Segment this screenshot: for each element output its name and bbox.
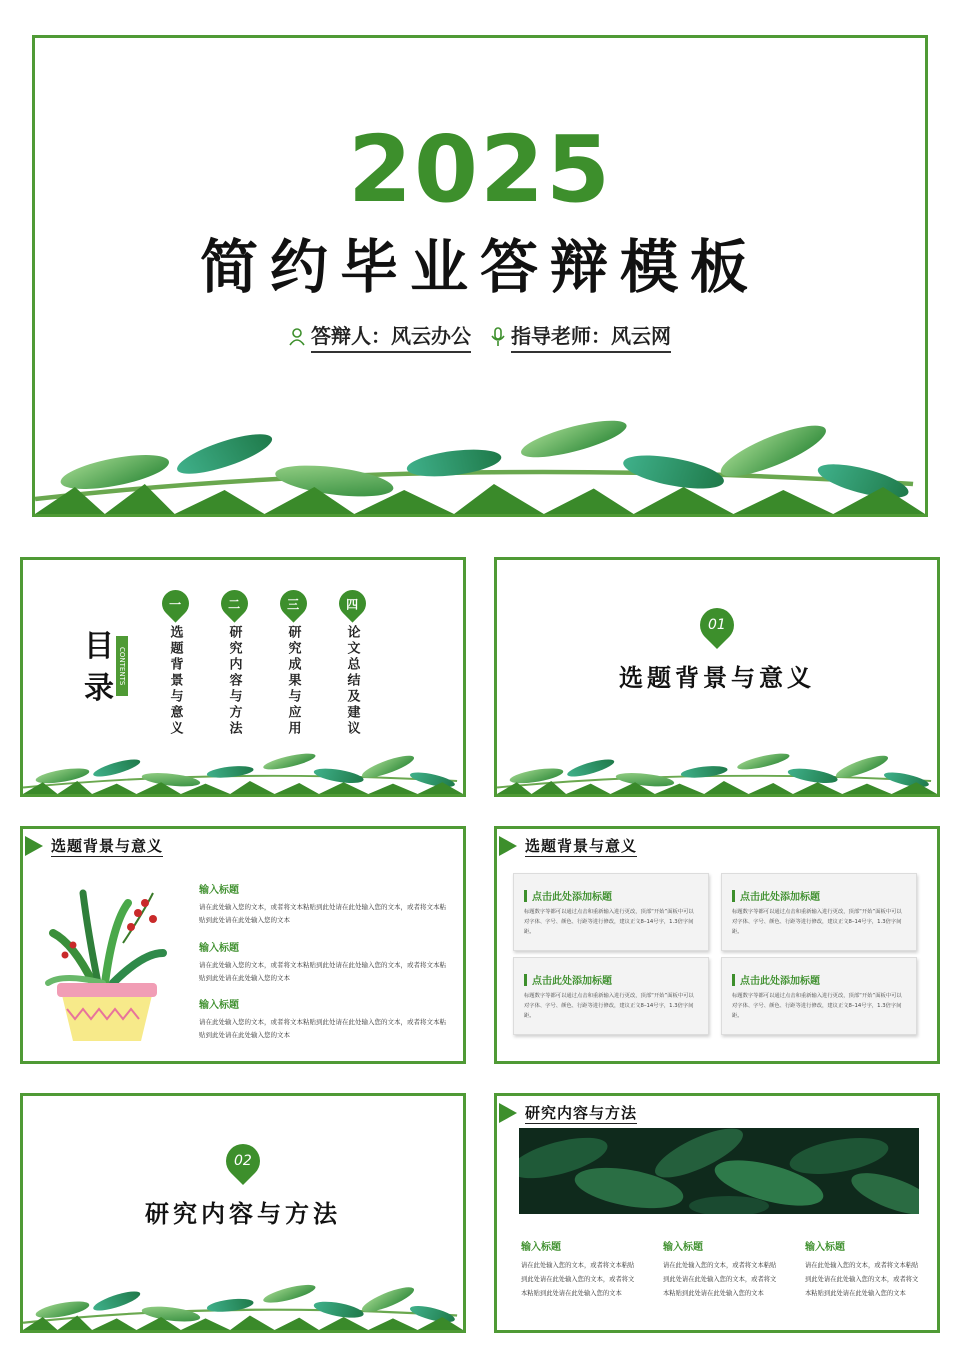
advisor-item	[491, 320, 671, 353]
card-text: 标题数字等都可以通过点击和重新输入进行更改，顶部“开始”面板中可以对字体、字号、颜色、行距等进行修改，建议正文8–14号字，1.3倍字间距。	[732, 993, 902, 1019]
section1-slide[interactable]	[494, 557, 940, 797]
text-column-body: 请在此处输入您的文本，或者将文本粘贴到此处请在此处输入您的文本，或者将文本粘贴到此处请在此处输入您的文本	[805, 1262, 919, 1297]
presenter-item	[289, 320, 471, 353]
cover-year: 2025	[347, 116, 613, 223]
accent-bar	[524, 974, 527, 986]
card-text: 标题数字等都可以通过点击和重新输入进行更改，顶部“开始”面板中可以对字体、字号、颜色、行距等进行修改，建议正文8–14号字，1.3倍字间距。	[524, 909, 694, 935]
info-card[interactable]	[721, 873, 917, 951]
slide-header	[497, 835, 637, 857]
text-block	[199, 939, 449, 985]
card-text: 标题数字等都可以通过点击和重新输入进行更改，顶部“开始”面板中可以对字体、字号、颜色、行距等进行修改，建议正文8–14号字，1.3倍字间距。	[732, 909, 902, 935]
toc-item-label: 论文总结及建议	[344, 625, 360, 737]
toc-en-label: CONTENTS	[116, 636, 128, 696]
toc-item-label: 选题背景与意义	[167, 625, 183, 737]
leaves-decoration	[23, 742, 463, 794]
toc-item[interactable]	[219, 590, 249, 737]
number-pin: 一	[156, 584, 194, 622]
background-slide-1[interactable]	[20, 826, 466, 1064]
number-pin: 三	[274, 584, 312, 622]
text-column	[805, 1238, 921, 1301]
background-slide-2[interactable]	[494, 826, 940, 1064]
card-title: 点击此处添加标题	[532, 892, 612, 903]
leaves-decoration	[497, 742, 937, 794]
leaves-photo	[519, 1128, 919, 1214]
section-number-pin: 02	[219, 1137, 267, 1185]
cover-title: 简约毕业答辩模板	[199, 233, 760, 301]
slide-header	[497, 1102, 637, 1124]
text-block-title: 输入标题	[199, 885, 239, 896]
triangle-icon	[499, 836, 517, 856]
cover-slide[interactable]	[32, 35, 928, 517]
card-text: 标题数字等都可以通过点击和重新输入进行更改，顶部“开始”面板中可以对字体、字号、颜色、行距等进行修改，建议正文8–14号字，1.3倍字间距。	[524, 993, 694, 1019]
text-block-body: 请在此处输入您的文本，或者将文本粘贴到此处请在此处输入您的文本，或者将文本粘贴到此处请在此处输入您的文本	[199, 961, 446, 982]
section2-slide[interactable]	[20, 1093, 466, 1333]
toc-title: 目录	[84, 629, 114, 706]
text-block-title: 输入标题	[199, 1000, 239, 1011]
text-column-body: 请在此处输入您的文本，或者将文本粘贴到此处请在此处输入您的文本，或者将文本粘贴到此处请在此处输入您的文本	[663, 1262, 777, 1297]
number-pin: 二	[215, 584, 253, 622]
text-block	[199, 996, 449, 1042]
person-icon	[289, 328, 305, 346]
card-title: 点击此处添加标题	[740, 892, 820, 903]
leaves-decoration	[35, 394, 925, 514]
section-title: 研究内容与方法	[145, 1200, 341, 1228]
toc-slide[interactable]	[20, 557, 466, 797]
toc-item-label: 研究成果与应用	[285, 625, 301, 737]
advisor-text: 指导老师：风云网	[511, 320, 671, 353]
info-card[interactable]	[513, 873, 709, 951]
leaves-decoration	[23, 1272, 463, 1330]
card-title: 点击此处添加标题	[740, 976, 820, 987]
potted-plant-image	[43, 883, 171, 1043]
text-column-title: 输入标题	[805, 1242, 845, 1253]
slide-header-title: 选题背景与意义	[525, 837, 638, 855]
text-column	[663, 1238, 779, 1301]
number-pin: 四	[333, 584, 371, 622]
text-column	[521, 1238, 637, 1301]
cover-meta	[35, 320, 925, 353]
toc-item[interactable]	[337, 590, 367, 737]
info-card[interactable]	[721, 957, 917, 1035]
accent-bar	[524, 890, 527, 902]
triangle-icon	[499, 1103, 517, 1123]
research-slide[interactable]	[494, 1093, 940, 1333]
slide-header-title: 选题背景与意义	[51, 837, 164, 855]
info-card[interactable]	[513, 957, 709, 1035]
text-column-title: 输入标题	[521, 1242, 561, 1253]
section-number-pin: 01	[693, 601, 741, 649]
slide-header-title: 研究内容与方法	[525, 1104, 638, 1122]
presenter-text: 答辩人：风云办公	[311, 320, 471, 353]
card-title: 点击此处添加标题	[532, 976, 612, 987]
toc-item[interactable]	[278, 590, 308, 737]
toc-item-label: 研究内容与方法	[226, 625, 242, 737]
text-block-body: 请在此处输入您的文本，或者将文本粘贴到此处请在此处输入您的文本，或者将文本粘贴到此处请在此处输入您的文本	[199, 1018, 446, 1039]
slide-header	[23, 835, 163, 857]
microphone-icon	[491, 327, 505, 347]
text-block-body: 请在此处输入您的文本，或者将文本粘贴到此处请在此处输入您的文本，或者将文本粘贴到此处请在此处输入您的文本	[199, 903, 446, 924]
text-block	[199, 881, 449, 927]
accent-bar	[732, 974, 735, 986]
text-column-body: 请在此处输入您的文本，或者将文本粘贴到此处请在此处输入您的文本，或者将文本粘贴到此处请在此处输入您的文本	[521, 1262, 635, 1297]
text-block-title: 输入标题	[199, 943, 239, 954]
section-title: 选题背景与意义	[619, 664, 815, 692]
toc-item[interactable]	[160, 590, 190, 737]
text-column-title: 输入标题	[663, 1242, 703, 1253]
accent-bar	[732, 890, 735, 902]
triangle-icon	[25, 836, 43, 856]
